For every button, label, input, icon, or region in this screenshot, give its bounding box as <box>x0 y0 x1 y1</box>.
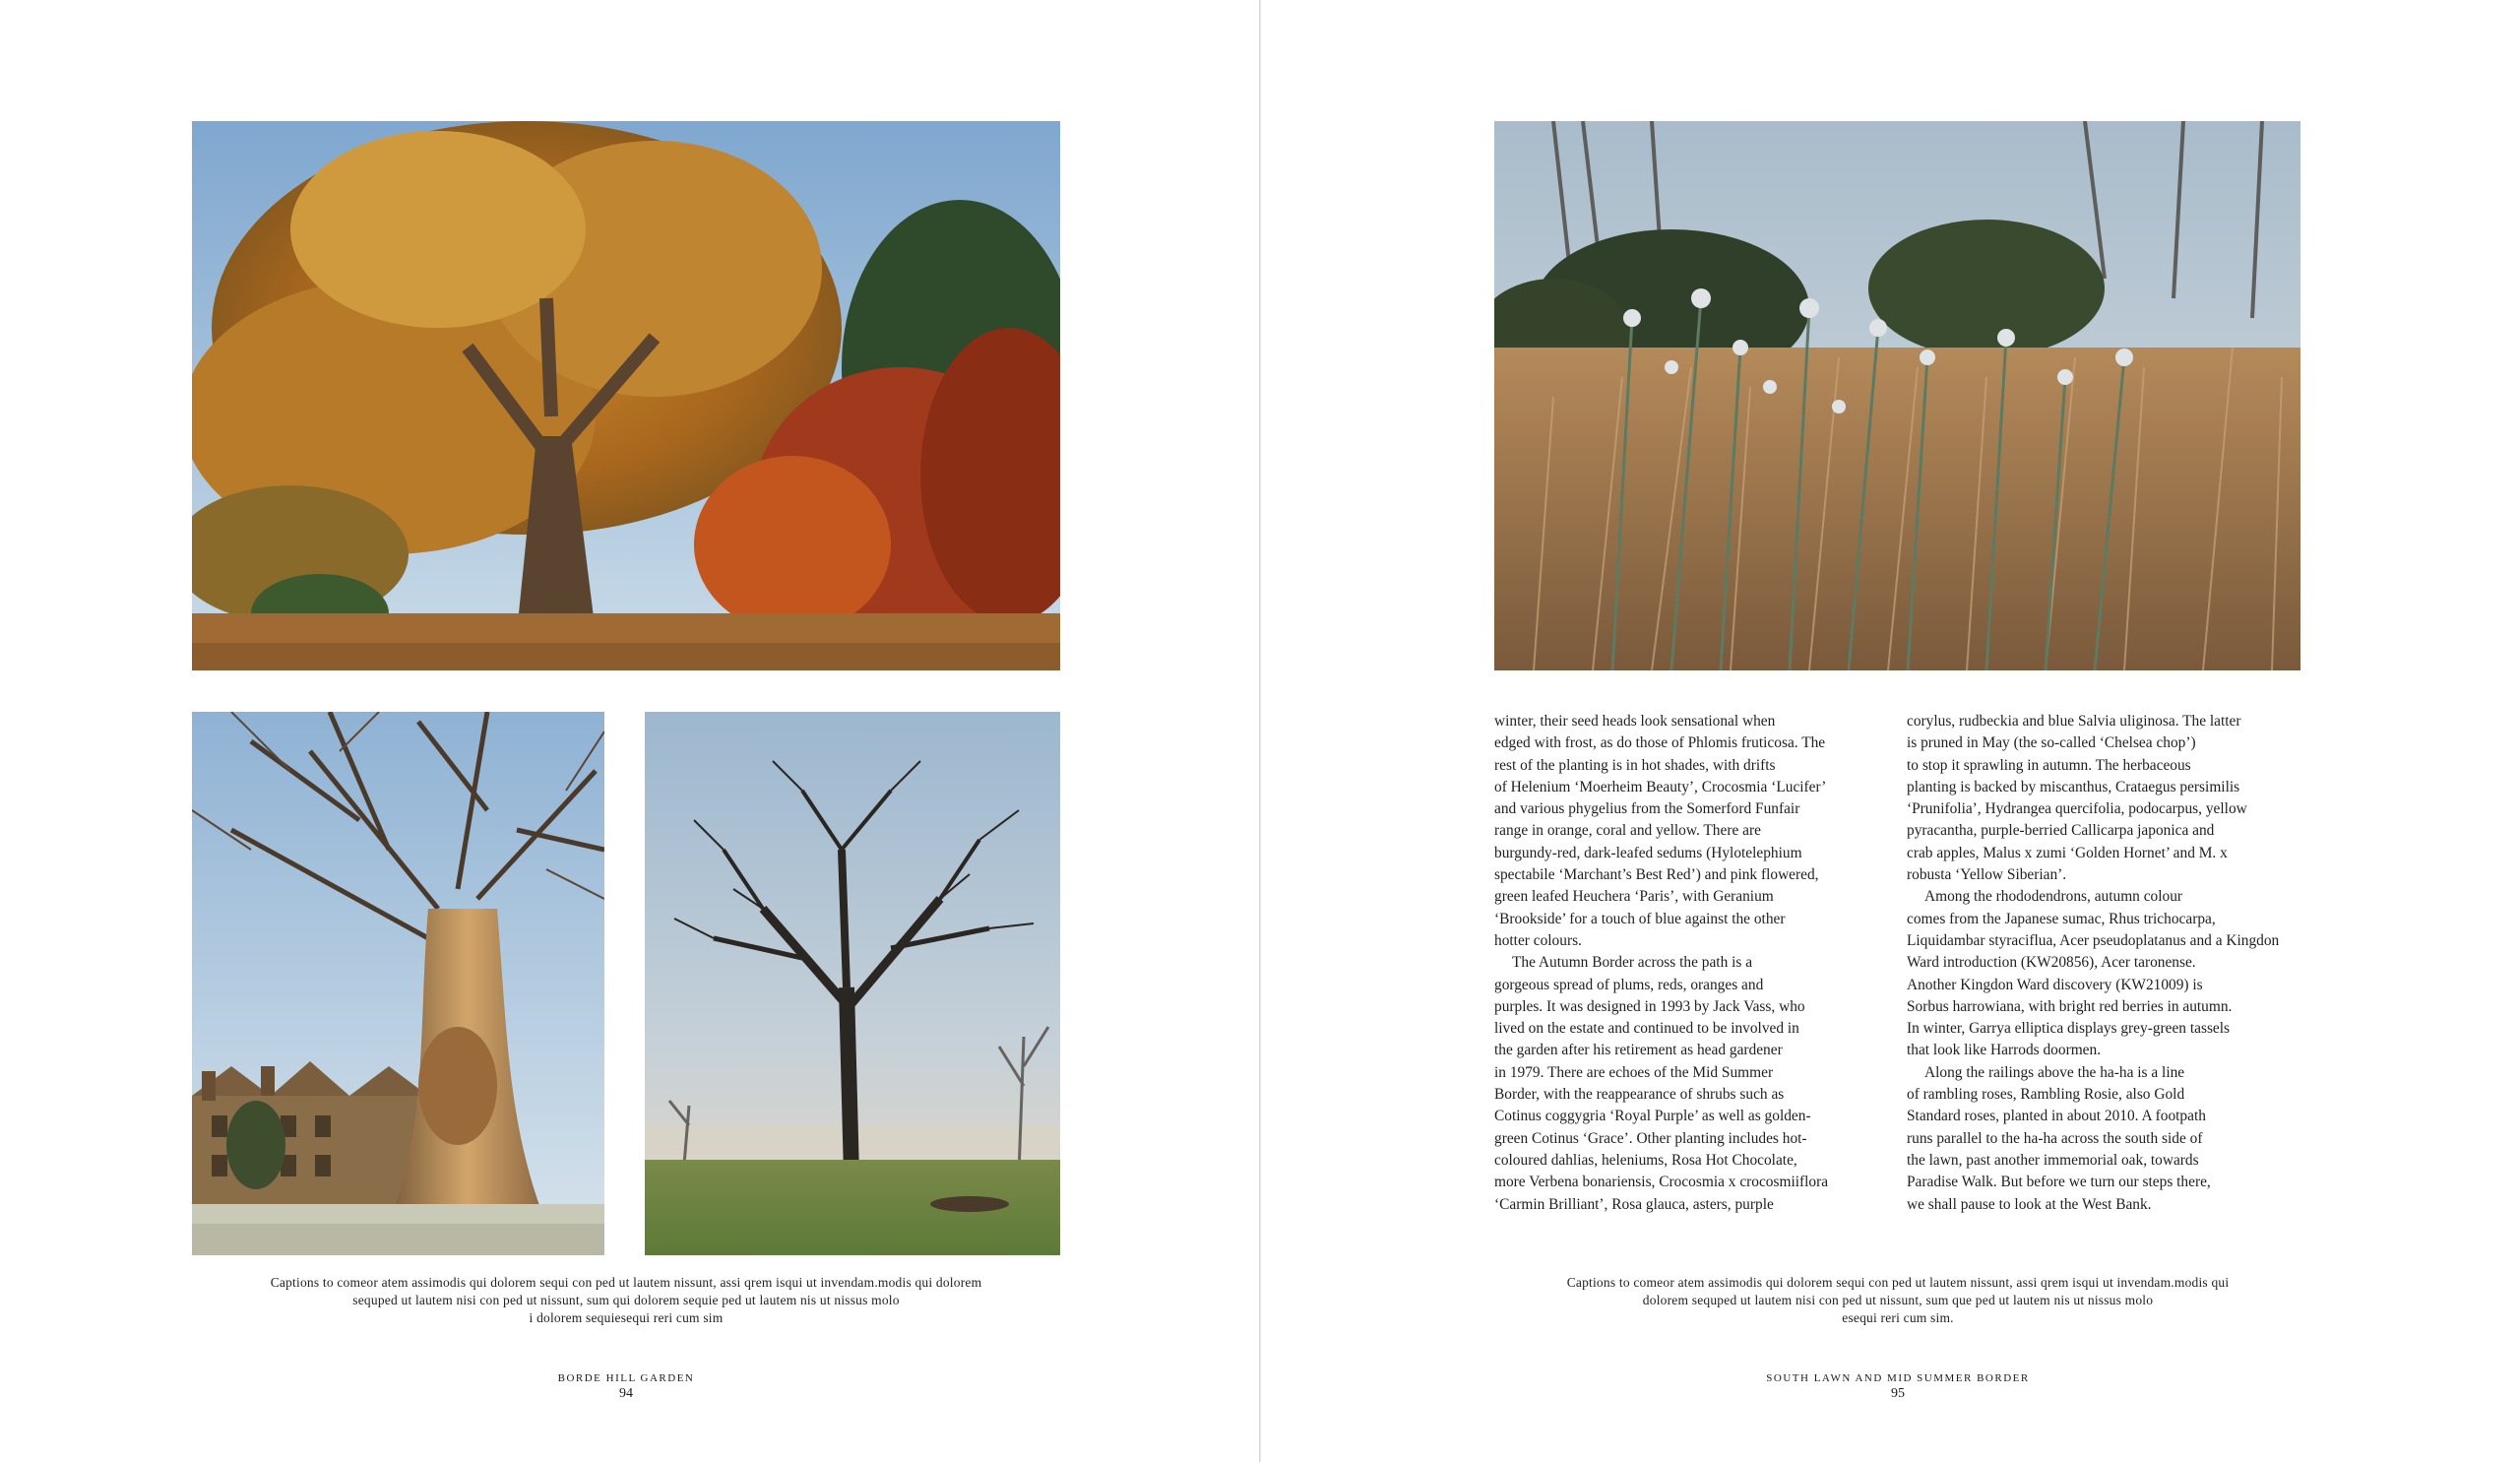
body-text-line: the garden after his retirement as head gardener <box>1494 1042 1783 1059</box>
caption-line: Captions to comeor atem assimodis qui dolorem sequi con ped ut lautem nissunt, assi qrem isqui ut invendam.modis qui dolorem <box>270 1275 982 1290</box>
caption-line: Captions to comeor atem assimodis qui dolorem sequi con ped ut lautem nissunt, assi qrem isqui ut invendam.modis qui <box>1566 1275 2230 1290</box>
body-text-line: Along the railings above the ha-ha is a line <box>1924 1063 2185 1081</box>
right-page-footer <box>1701 1371 2095 1403</box>
caption-line: esequi reri cum sim. <box>1842 1310 1954 1325</box>
body-text-line: ‘Prunifolia’, Hydrangea quercifolia, podocarpus, yellow <box>1907 800 2247 818</box>
left-page-footer <box>429 1371 823 1403</box>
body-text-line: In winter, Garrya elliptica displays grey-green tassels <box>1907 1020 2231 1038</box>
body-text-line: Cotinus coggygria ‘Royal Purple’ as well as golden- <box>1494 1108 1811 1125</box>
body-text-line: crab apples, Malus x zumi ‘Golden Hornet’ and M. x <box>1907 844 2228 861</box>
right-photo-caption <box>1465 1274 2331 1327</box>
body-text-line: more Verbena bonariensis, Crocosmia x crocosmiiflora <box>1494 1174 1829 1191</box>
body-text-line: runs parallel to the ha-ha across the south side of <box>1907 1129 2203 1147</box>
body-text-line: lived on the estate and continued to be involved in <box>1494 1020 1799 1038</box>
body-text-line: the lawn, past another immemorial oak, towards <box>1907 1151 2199 1169</box>
body-text-line: Paradise Walk. But before we turn our steps there, <box>1907 1174 2211 1191</box>
body-text-line: Sorbus harrowiana, with bright red berries in autumn. <box>1907 997 2233 1015</box>
body-text-line: purples. It was designed in 1993 by Jack Vass, who <box>1494 997 1805 1015</box>
body-text-line: of Helenium ‘Moerheim Beauty’, Crocosmia ‘Lucifer’ <box>1494 778 1827 795</box>
winter-oak-silhouette-photo <box>645 712 1060 1255</box>
frosted-verbena-grasses-photo <box>1494 121 2300 670</box>
body-text-column-1 <box>1494 711 1873 1216</box>
body-text-line: gorgeous spread of plums, reds, oranges and <box>1494 976 1764 993</box>
page-number: 94 <box>619 1386 633 1401</box>
body-text-line: planting is backed by miscanthus, Crataegus persimilis <box>1907 778 2240 795</box>
body-text-line: hotter colours. <box>1494 931 1582 949</box>
body-text-line: coloured dahlias, heleniums, Rosa Hot Chocolate, <box>1494 1151 1797 1169</box>
body-text-line: that look like Harrods doormen. <box>1907 1042 2102 1059</box>
body-text-line: range in orange, coral and yellow. There are <box>1494 822 1761 840</box>
caption-line: dolorem sequped ut lautem nisi con ped ut nissunt, sum que ped ut lautem nis ut nissus molo <box>1642 1293 2154 1307</box>
caption-line: i dolorem sequiesequi reri cum sim <box>529 1310 724 1325</box>
body-text-line: Ward introduction (KW20856), Acer taronense. <box>1907 954 2196 972</box>
page-number: 95 <box>1891 1386 1905 1401</box>
body-text-line: winter, their seed heads look sensational when <box>1494 713 1776 730</box>
caption-line: sequped ut lautem nisi con ped ut nissunt, sum qui dolorem sequie ped ut lautem nis ut nissus molo <box>352 1293 900 1307</box>
body-text-line: Liquidambar styraciflua, Acer pseudoplatanus and a Kingdon <box>1907 931 2280 949</box>
body-text-line: of rambling roses, Rambling Rosie, also Gold <box>1907 1086 2185 1104</box>
body-text-line: pyracantha, purple-berried Callicarpa japonica and <box>1907 822 2215 840</box>
body-text-line: rest of the planting is in hot shades, with drifts <box>1494 756 1776 774</box>
body-text-line: spectabile ‘Marchant’s Best Red’) and pink flowered, <box>1494 866 1819 884</box>
oak-trunk-manor-house-photo <box>192 712 604 1255</box>
body-text-line: corylus, rudbeckia and blue Salvia uliginosa. The latter <box>1907 713 2241 730</box>
body-text-line: The Autumn Border across the path is a <box>1512 954 1753 972</box>
body-text-line: we shall pause to look at the West Bank. <box>1907 1195 2152 1213</box>
body-text-line: Border, with the reappearance of shrubs such as <box>1494 1086 1785 1104</box>
book-gutter <box>1259 0 1261 1462</box>
body-text-line: in 1979. There are echoes of the Mid Summer <box>1494 1063 1774 1081</box>
body-text-line: green leafed Heuchera ‘Paris’, with Geranium <box>1494 888 1774 906</box>
running-section-title: BORDE HILL GARDEN <box>557 1372 695 1384</box>
body-text-line: Standard roses, planted in about 2010. A footpath <box>1907 1108 2206 1125</box>
body-text-line: is pruned in May (the so-called ‘Chelsea chop’) <box>1907 734 2196 752</box>
body-text-column-2 <box>1907 711 2286 1216</box>
body-text-line: to stop it sprawling in autumn. The herbaceous <box>1907 756 2191 774</box>
autumn-oak-tree-photo <box>192 121 1060 670</box>
running-section-title: SOUTH LAWN AND MID SUMMER BORDER <box>1766 1372 2030 1384</box>
body-text-line: ‘Brookside’ for a touch of blue against the other <box>1494 910 1786 927</box>
body-text-line: ‘Carmin Brilliant’, Rosa glauca, asters, purple <box>1494 1195 1774 1213</box>
body-text-line: and various phygelius from the Somerford Funfair <box>1494 800 1800 818</box>
body-text-line: Another Kingdon Ward discovery (KW21009) is <box>1907 976 2203 993</box>
body-text-line: edged with frost, as do those of Phlomis fruticosa. The <box>1494 734 1826 752</box>
body-text-line: comes from the Japanese sumac, Rhus trichocarpa, <box>1907 910 2216 927</box>
body-text-line: green Cotinus ‘Grace’. Other planting includes hot- <box>1494 1129 1807 1147</box>
body-text-line: robusta ‘Yellow Siberian’. <box>1907 866 2067 884</box>
body-text-line: Among the rhododendrons, autumn colour <box>1924 888 2183 906</box>
body-text-line: burgundy-red, dark-leafed sedums (Hylotelephium <box>1494 844 1802 861</box>
left-photo-caption <box>172 1274 1080 1327</box>
